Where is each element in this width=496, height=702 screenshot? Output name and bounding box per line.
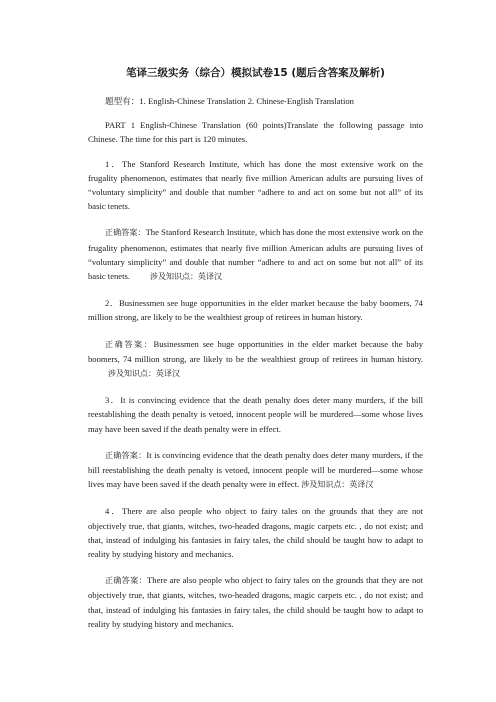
question-text: There are also people who object to fairy tales on the grounds that they are not objectively true, that giants, witches, two-headed dragons, magic carpets etc. , do not exist; and that, instead of indulging his fantasies in fairy tales, the child should be taught how to adapt to reality by studying history and mechanics. — [88, 506, 423, 560]
question-3 — [88, 393, 423, 436]
answer-3 — [88, 448, 423, 493]
knowledge-point: 涉及知识点：英译汉 — [301, 480, 374, 490]
answer-text: The Stanford Research Institute, which has done the most extensive work on the frugality phenomenon, estimates that nearly five million American adults are pursuing lives of “voluntary simplicity” and double that number “adhere to and act on some but not all” of its basic tenets. — [88, 227, 424, 282]
answer-2 — [88, 337, 423, 382]
answer-text: Businessmen see huge opportunities in the elder market because the baby boomers, 74 million strong, are likely to be the wealthiest group of retirees in human history. — [88, 338, 423, 364]
question-number: 2． — [105, 298, 120, 309]
knowledge-point: 涉及知识点：英译汉 — [108, 369, 180, 379]
answer-4 — [88, 573, 423, 631]
question-2 — [88, 296, 423, 324]
document-title: 笔译三级实务（综合）模拟试卷15 (题后含答案及解析) — [126, 67, 385, 79]
answer-label: 正确答案： — [105, 576, 148, 586]
question-types: 题型有：1. English-Chinese Translation 2. Chinese-English Translation — [105, 96, 354, 106]
question-4 — [88, 504, 423, 561]
question-number: 1． — [105, 158, 123, 169]
question-1 — [88, 157, 423, 214]
question-text: Businessmen see huge opportunities in the elder market because the baby boomers, 74 million strong, are likely to be the wealthiest group of retirees in human history. — [88, 298, 423, 323]
part-instructions: PART 1 English-Chinese Translation (60 points)Translate the following passage into Chinese. The time for this part is 120 minutes. — [88, 120, 423, 145]
question-text: It is convincing evidence that the death penalty does deter many murders, if the bill reestablishing the death penalty is vetoed, innocent people will be murdered—some whose lives may have been saved if the death penalty were in effect. — [88, 395, 423, 434]
question-text: The Stanford Research Institute, which has done the most extensive work on the frugality phenomenon, estimates that nearly five million American adults are pursuing lives of “voluntary simplicity” and double that number “adhere to and act on some but not all” of its basic tenets. — [88, 158, 423, 212]
question-number: 4． — [105, 506, 123, 517]
answer-text: There are also people who object to fairy tales on the grounds that they are not objectively true, that giants, witches, two-headed dragons, magic carpets etc. , do not exist; and that, instead of indulging his fantasies in fairy tales, the child should be taught how to adapt to reality by studying history and mechanics. — [88, 575, 423, 629]
answer-label: 正确答案： — [105, 339, 154, 349]
answer-label: 正确答案： — [105, 228, 146, 238]
answer-1 — [88, 225, 423, 284]
answer-label: 正确答案： — [105, 450, 147, 460]
answer-text: It is convincing evidence that the death penalty does deter many murders, if the bill reestablishing the death penalty is vetoed, innocent people will be murdered—some whose lives may have been saved if the death penalty were in effect. — [88, 449, 424, 490]
knowledge-point: 涉及知识点：英译汉 — [150, 272, 222, 282]
question-number: 3． — [105, 395, 121, 406]
